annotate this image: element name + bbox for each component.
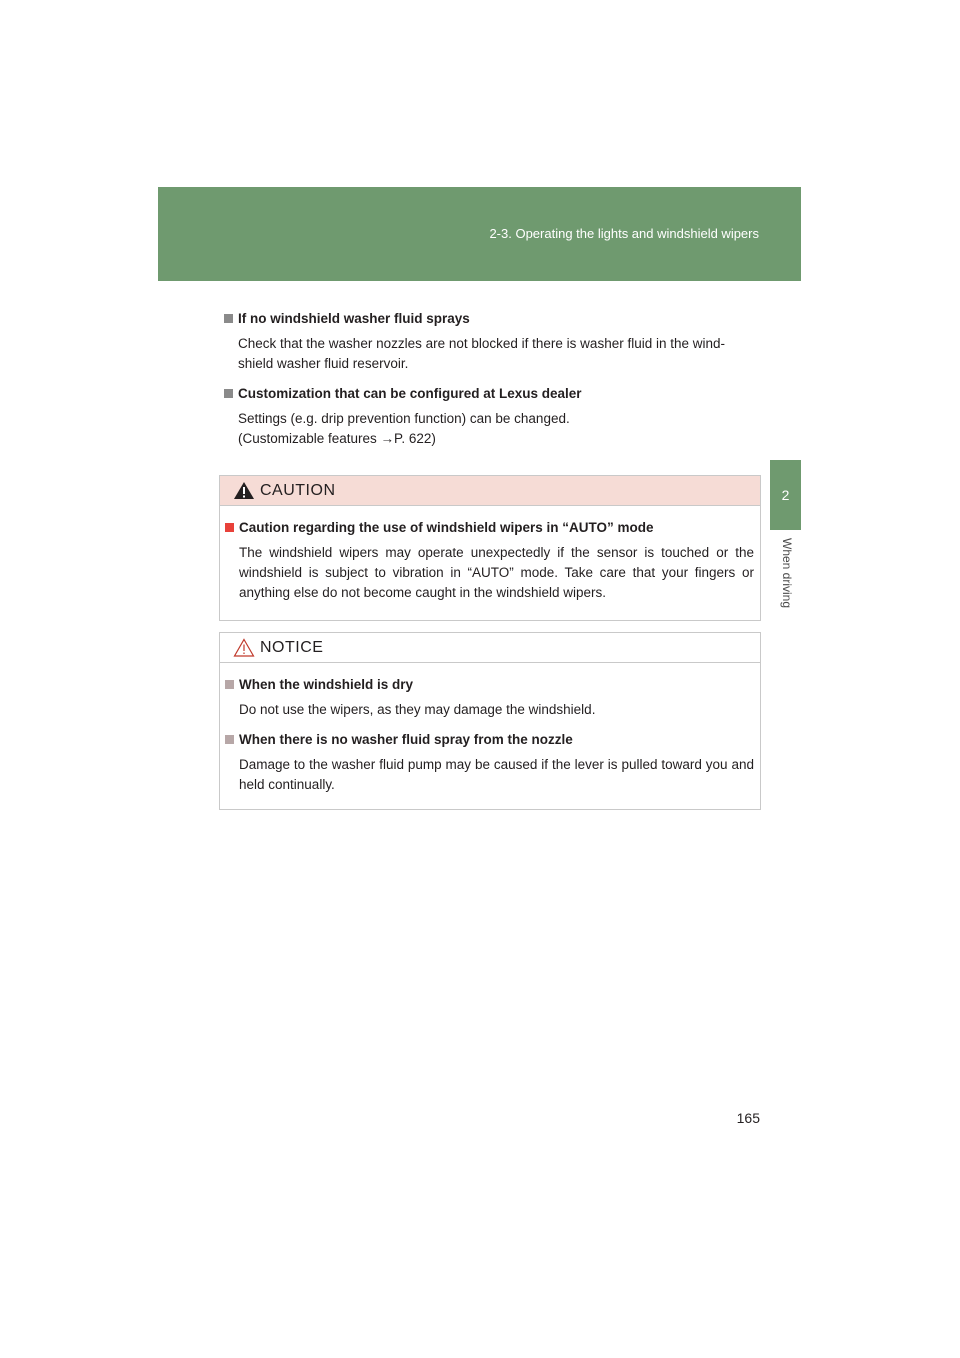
info-heading [224, 384, 759, 404]
chapter-number: 2 [781, 487, 790, 503]
notice-box [219, 632, 761, 810]
square-bullet-icon [225, 680, 234, 689]
notice-text: Do not use the wipers, as they may damage the windshield. [239, 702, 596, 717]
warning-triangle-icon [233, 481, 255, 500]
section-title: 2-3. Operating the lights and windshield wipers [489, 226, 759, 241]
section-header-bar [158, 187, 801, 281]
info-heading-text: If no windshield washer fluid sprays [238, 311, 470, 326]
notice-header [220, 633, 760, 663]
caution-title: CAUTION [260, 482, 336, 499]
warning-triangle-outline-icon [233, 638, 255, 657]
info-item [224, 309, 759, 374]
info-heading [224, 309, 759, 329]
info-item [224, 384, 759, 449]
info-section [224, 309, 759, 459]
caution-text: The windshield wipers may operate unexpectedly if the sensor is touched or the windshield is subject to vibration in “AUTO” mode. Take care that your fingers or anything else do not become caught in the windshield wipers. [239, 545, 754, 600]
square-bullet-icon [225, 523, 234, 532]
info-heading-text: Customization that can be configured at Lexus dealer [238, 386, 582, 401]
chapter-tab [770, 460, 801, 530]
page-number: 165 [736, 1110, 760, 1126]
notice-title: NOTICE [260, 639, 324, 656]
square-bullet-icon [225, 735, 234, 744]
square-bullet-icon [224, 389, 233, 398]
caution-heading-text: Caution regarding the use of windshield wipers in “AUTO” mode [239, 520, 654, 535]
notice-body [220, 663, 760, 795]
caution-body [220, 506, 760, 603]
caution-header [220, 476, 760, 506]
caution-heading [225, 518, 754, 538]
square-bullet-icon [224, 314, 233, 323]
info-body: Check that the washer nozzles are not blocked if there is washer fluid in the wind-shield washer fluid reservoir. [238, 336, 726, 371]
notice-heading [225, 675, 754, 695]
info-body-line: (Customizable features →P. 622) [238, 431, 436, 446]
info-body [238, 409, 759, 449]
notice-heading-text: When the windshield is dry [239, 677, 414, 692]
notice-text: Damage to the washer fluid pump may be caused if the lever is pulled toward you and held continually. [239, 757, 754, 792]
notice-heading [225, 730, 754, 750]
notice-heading-text: When there is no washer fluid spray from the nozzle [239, 732, 573, 747]
info-body-line: Settings (e.g. drip prevention function) can be changed. [238, 411, 570, 426]
chapter-label: When driving [780, 538, 794, 609]
caution-box [219, 475, 761, 621]
